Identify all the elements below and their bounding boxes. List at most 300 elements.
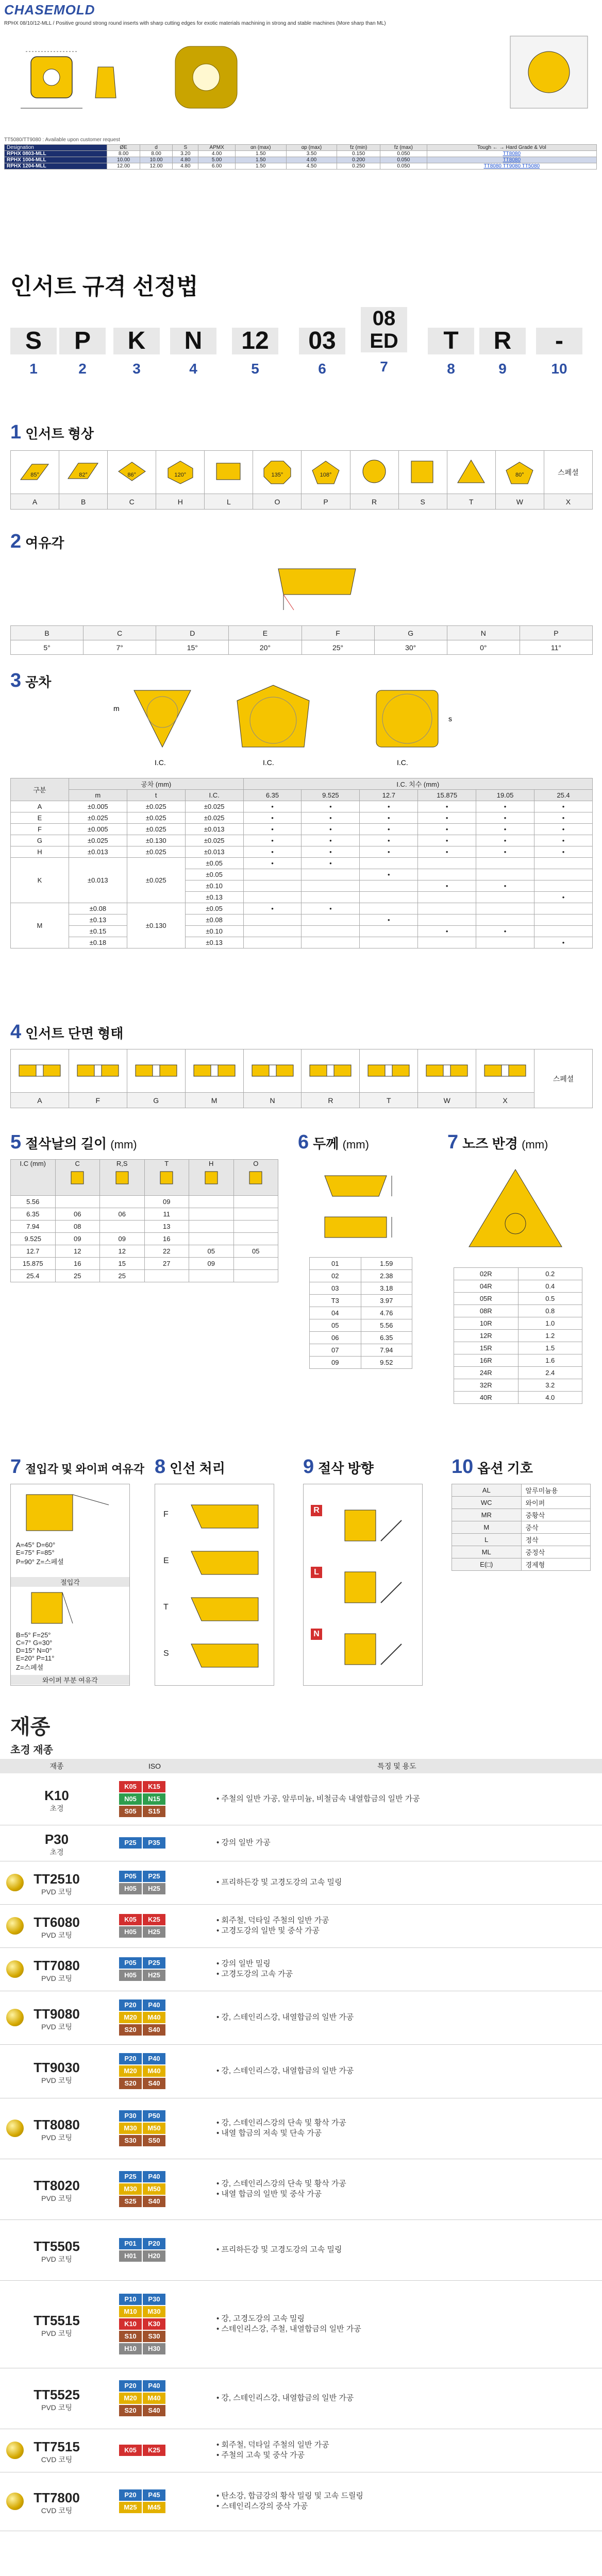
shape-angle: 120° — [174, 472, 187, 478]
value-cell: 6.00 — [198, 163, 236, 170]
iso-badge: M30 — [119, 2183, 142, 2195]
dot-cell: • — [534, 812, 593, 824]
dot-cell — [360, 937, 418, 948]
section-8-title: 8 인선 처리 — [155, 1456, 225, 1478]
grades-header — [0, 1759, 602, 1773]
iso-badge: H25 — [143, 1926, 165, 1938]
dot-cell: • — [534, 846, 593, 858]
iso-line — [119, 2444, 191, 2456]
grade-row — [0, 2044, 602, 2098]
shape-angle: 82° — [79, 472, 88, 478]
grade-row — [0, 2280, 602, 2368]
feature-line: • 회주철, 덕타일 주철의 일반 가공 — [216, 1916, 329, 1925]
thickness-value: 5.56 — [361, 1319, 412, 1332]
value-cell: 1.50 — [235, 157, 286, 163]
nose-code: 32R — [454, 1379, 519, 1392]
dot-cell — [243, 869, 302, 880]
t-cell: ±0.130 — [127, 903, 185, 948]
thickness-code: 05 — [310, 1319, 361, 1332]
cross-section-icon — [75, 1060, 121, 1080]
grade-type: PVD 코팅 — [41, 2194, 72, 2202]
thickness-value: 1.59 — [361, 1258, 412, 1270]
shape-cell — [544, 451, 592, 494]
thickness-value: 4.76 — [361, 1307, 412, 1319]
shape-cell — [447, 451, 495, 494]
ic-cell: ±0.05 — [185, 858, 243, 869]
iso-badge: P05 — [119, 1871, 142, 1882]
feature-line: • 강, 스테인리스강, 내열합금의 일반 가공 — [216, 2066, 354, 2075]
grade-feature — [216, 1838, 271, 1848]
shape-letter: O — [253, 494, 302, 510]
section-shape-cell — [185, 1049, 243, 1093]
section-shape-cell — [302, 1049, 360, 1093]
thickness-code: 01 — [310, 1258, 361, 1270]
dot-cell: • — [534, 937, 593, 948]
iso-line — [119, 2330, 191, 2343]
iso-line — [119, 1793, 191, 1805]
length-cell — [189, 1208, 234, 1221]
section-letter: R — [302, 1093, 360, 1108]
feature-line: • 스테인리스강, 주철, 내열합금의 일반 가공 — [216, 2325, 361, 2333]
grade-type: PVD 코팅 — [41, 2403, 72, 2412]
dot-cell — [360, 903, 418, 914]
class-cell: H — [11, 846, 69, 858]
class-cell: E — [11, 812, 69, 824]
section-5-title: 5 절삭날의 길이 (mm) — [10, 1131, 137, 1153]
dot-cell — [302, 937, 360, 948]
code-number: 6 — [318, 361, 326, 377]
grade-link[interactable]: TT8080 TT9080 TT5080 — [427, 163, 596, 170]
iso-badge: S40 — [143, 2196, 165, 2207]
clearance-letter: G — [374, 626, 447, 640]
grade-name: TT8080 — [34, 2117, 80, 2132]
grade-feature — [216, 2440, 329, 2461]
nose-value: 4.0 — [518, 1392, 582, 1404]
length-cell: 13 — [144, 1221, 189, 1233]
grade-link[interactable]: TT8080 — [427, 157, 596, 163]
iso-badges — [119, 2110, 191, 2147]
option-code: WC — [452, 1497, 522, 1509]
dot-cell: • — [476, 846, 534, 858]
code-letter: S — [10, 328, 57, 354]
iso-badge: M20 — [119, 2012, 142, 2023]
grade-name: P30 — [44, 1832, 69, 1847]
code-number: 8 — [447, 361, 455, 377]
grade-name: TT8020 — [34, 2178, 80, 2193]
grade-name: TT5505 — [34, 2239, 80, 2254]
grade-type: PVD 코팅 — [41, 2133, 72, 2142]
length-cell: 7.94 — [11, 1221, 56, 1233]
length-cell: 15 — [100, 1258, 145, 1270]
iso-badge: P20 — [119, 2489, 142, 2501]
ic-cell: ±0.025 — [185, 801, 243, 812]
col-h: fz (max) — [380, 145, 427, 151]
grades-list — [0, 1773, 602, 2576]
direction-drawing — [329, 1623, 407, 1672]
code-number: 4 — [189, 361, 197, 377]
col-grade: 재종 — [49, 1762, 64, 1770]
dot-cell: • — [302, 903, 360, 914]
option-code: E(□) — [452, 1558, 522, 1571]
iso-badge: S10 — [119, 2331, 142, 2342]
dot-cell: • — [418, 880, 476, 892]
thickness-value: 6.35 — [361, 1332, 412, 1344]
col-ic: 9.525 — [302, 790, 360, 801]
nose-value: 0.5 — [518, 1293, 582, 1305]
iso-line — [119, 2318, 191, 2330]
feature-line: • 프리하든강 및 고경도강의 고속 밀링 — [216, 2245, 342, 2254]
iso-line — [119, 1999, 191, 2011]
code-letter: T — [428, 328, 474, 354]
m-cell: ±0.013 — [69, 858, 127, 903]
value-cell: 0.050 — [380, 163, 427, 170]
t-cell: ±0.025 — [127, 801, 185, 812]
iso-badge: S20 — [119, 2024, 142, 2036]
dot-cell: • — [243, 903, 302, 914]
option-code: MR — [452, 1509, 522, 1521]
grade-name: K10 — [44, 1788, 69, 1803]
length-cell — [233, 1258, 278, 1270]
iso-badges — [119, 2293, 191, 2355]
length-cell — [233, 1221, 278, 1233]
insert-shape-icon — [404, 458, 441, 485]
value-cell: 8.00 — [140, 151, 173, 157]
value-cell: 0.050 — [380, 157, 427, 163]
option-desc: 경제형 — [521, 1558, 591, 1571]
value-cell: 4.00 — [198, 151, 236, 157]
iso-badge: P20 — [143, 2238, 165, 2249]
section-3-title: 3 공차 — [10, 670, 52, 691]
cross-section-icon — [365, 1060, 412, 1080]
dot-cell: • — [360, 846, 418, 858]
dot-cell — [360, 926, 418, 937]
grade-row — [0, 1825, 602, 1861]
grade-row — [0, 1947, 602, 1991]
iso-line — [119, 1805, 191, 1818]
grade-feature — [216, 2179, 346, 2199]
iso-line — [119, 1969, 191, 1981]
nose-code: 16R — [454, 1354, 519, 1367]
shape-letter: L — [205, 494, 253, 510]
iso-badge: H05 — [119, 1883, 142, 1894]
iso-badge: H01 — [119, 2250, 142, 2262]
dot-cell — [360, 880, 418, 892]
dot-cell: • — [418, 812, 476, 824]
section-2-title: 2 여유각 — [10, 531, 64, 552]
code-letter: R — [479, 328, 526, 354]
dot-cell: • — [534, 801, 593, 812]
ic-cell: ±0.08 — [185, 914, 243, 926]
iso-line — [119, 1781, 191, 1793]
length-cell — [100, 1196, 145, 1208]
wiper-angle-caption: 와이퍼 부분 여유각 — [11, 1675, 129, 1685]
section-shape-cell — [418, 1049, 476, 1093]
code-letter: ED — [361, 330, 407, 352]
ic-cell: ±0.05 — [185, 903, 243, 914]
dot-cell — [476, 892, 534, 903]
code-number: 7 — [380, 359, 388, 375]
clearance-letter: N — [447, 626, 520, 640]
shape-letter: R — [350, 494, 398, 510]
length-cell: 09 — [189, 1258, 234, 1270]
section-shape-cell — [11, 1049, 69, 1093]
grade-row — [0, 1991, 602, 2045]
length-cell: 9.525 — [11, 1233, 56, 1245]
iso-badge: P20 — [119, 1999, 142, 2011]
shape-icon — [201, 1167, 222, 1188]
feature-line: • 강, 고경도강의 고속 밀링 — [216, 2314, 305, 2323]
iso-line — [119, 2171, 191, 2183]
edge-drawing — [186, 1592, 263, 1626]
thickness-code: 04 — [310, 1307, 361, 1319]
thickness-code: 06 — [310, 1332, 361, 1344]
thickness-code: 02 — [310, 1270, 361, 1282]
dot-cell: • — [243, 846, 302, 858]
nose-code: 04R — [454, 1280, 519, 1293]
m-cell: ±0.18 — [69, 937, 127, 948]
grade-row — [0, 2098, 602, 2159]
dot-cell — [418, 869, 476, 880]
feature-line: • 강, 스테인리스강의 단속 및 황삭 가공 — [216, 2119, 346, 2127]
nose-code: 12R — [454, 1330, 519, 1342]
grade-row — [0, 2159, 602, 2220]
section-3-drawings — [103, 680, 515, 773]
col-label: C — [75, 1160, 80, 1167]
code-number: 9 — [498, 361, 507, 377]
dot-cell: • — [243, 858, 302, 869]
iso-badges — [119, 2380, 191, 2417]
thickness-value: 9.52 — [361, 1357, 412, 1369]
t-cell: ±0.025 — [127, 858, 185, 903]
spec-row — [5, 151, 597, 157]
feature-line: • 프리하든강 및 고경도강의 고속 밀링 — [216, 1878, 342, 1887]
shape-cell — [302, 451, 350, 494]
feature-line: • 고경도강의 일반 및 중삭 가공 — [216, 1926, 320, 1935]
length-cell — [233, 1270, 278, 1282]
dot-cell: • — [243, 812, 302, 824]
grade-link[interactable]: TT8080 — [427, 151, 596, 157]
col-h: ɑn (max) — [235, 145, 286, 151]
clearance-angle: 11° — [520, 640, 592, 655]
section-9-title: 9 절삭 방향 — [303, 1456, 374, 1478]
iso-badge: P30 — [119, 2110, 142, 2122]
ic-cell: ±0.13 — [185, 937, 243, 948]
iso-badge: S30 — [143, 2331, 165, 2342]
length-cell: 22 — [144, 1245, 189, 1258]
iso-badge: S40 — [143, 2078, 165, 2089]
col-ic: 6.35 — [243, 790, 302, 801]
clearance-angle: 7° — [83, 640, 156, 655]
col-head — [100, 1160, 145, 1196]
code-letter: - — [536, 328, 582, 354]
clearance-letter: E — [229, 626, 302, 640]
iso-badge: S40 — [143, 2024, 165, 2036]
iso-badge: H30 — [143, 2343, 165, 2354]
m-cell: ±0.025 — [69, 812, 127, 824]
iso-badge: M30 — [143, 2306, 165, 2317]
dot-cell — [534, 926, 593, 937]
dot-cell: • — [360, 824, 418, 835]
iso-line — [119, 2110, 191, 2122]
iso-badges — [119, 2053, 191, 2090]
length-cell — [233, 1233, 278, 1245]
thickness-code: T3 — [310, 1295, 361, 1307]
iso-badge: S20 — [119, 2078, 142, 2089]
iso-badge: K25 — [143, 2445, 165, 2456]
shape-cell — [253, 451, 302, 494]
iso-line — [119, 2501, 191, 2514]
iso-badge: K15 — [143, 1781, 165, 1792]
iso-badge: H05 — [119, 1970, 142, 1981]
dot-cell: • — [534, 835, 593, 846]
iso-badge: M10 — [119, 2306, 142, 2317]
shape-cell — [108, 451, 156, 494]
iso-line — [119, 2489, 191, 2501]
shape-icon — [156, 1167, 177, 1188]
iso-badges — [119, 1781, 191, 1818]
iso-badges — [119, 1837, 191, 1849]
thickness-code: 03 — [310, 1282, 361, 1295]
dot-cell: • — [360, 812, 418, 824]
col-h: fz (min) — [337, 145, 380, 151]
section-letter: A — [11, 1093, 69, 1108]
shape-letter: B — [59, 494, 108, 510]
shape-letter: A — [11, 494, 59, 510]
option-code: AL — [452, 1484, 522, 1497]
dot-cell — [302, 914, 360, 926]
grade-name: TT5515 — [34, 2313, 80, 2328]
section-10-title: 10 옵션 기호 — [452, 1456, 533, 1478]
feature-line: • 강의 일반 밀링 — [216, 1959, 271, 1968]
section-3-table — [10, 778, 593, 948]
option-desc: 와이퍼 — [521, 1497, 591, 1509]
ic-cell: ±0.10 — [185, 926, 243, 937]
cross-section-icon — [133, 1060, 179, 1080]
header-subtitle: RPHX 08/10/12-MLL / Positive ground strong round inserts with sharp cutting edges for exotic materials machining in strong and stable machines (More sharp than ML) — [4, 21, 386, 26]
col-label: O — [253, 1160, 259, 1167]
dot-cell: • — [302, 801, 360, 812]
clearance-letter: P — [520, 626, 592, 640]
length-cell: 5.56 — [11, 1196, 56, 1208]
section-shape-cell — [127, 1049, 185, 1093]
nose-code: 40R — [454, 1392, 519, 1404]
clearance-letter: F — [302, 626, 374, 640]
iso-badge: K10 — [119, 2318, 142, 2330]
section-4-title: 4 인서트 단면 형태 — [10, 1021, 124, 1043]
header-product-photo — [155, 31, 258, 124]
nose-value: 0.2 — [518, 1268, 582, 1280]
dot-cell: • — [360, 801, 418, 812]
shape-angle: 85° — [30, 472, 39, 478]
m-cell: ±0.13 — [69, 914, 127, 926]
brand-logo: CHASEMOLD — [4, 2, 95, 18]
grade-feature — [216, 2245, 342, 2255]
section-shape-cell — [69, 1049, 127, 1093]
feature-line: • 탄소강, 합금강의 황삭 밀링 및 고속 드릴링 — [216, 2492, 363, 2500]
iso-badge: S30 — [119, 2135, 142, 2146]
value-cell: 3.20 — [173, 151, 198, 157]
m-cell: ±0.005 — [69, 824, 127, 835]
section-7b-title: 7 절입각 및 와이퍼 여유각 — [10, 1456, 144, 1478]
iso-badge: K05 — [119, 1781, 142, 1792]
code-number: 5 — [251, 361, 259, 377]
col-grade: Tough ← → Hard Grade & Vol — [427, 145, 596, 151]
edge-drawing — [186, 1500, 263, 1533]
feature-line: • 회주철, 덕타일 주철의 일반 가공 — [216, 2441, 329, 2449]
iso-badge: P20 — [119, 2380, 142, 2392]
dot-cell — [476, 858, 534, 869]
section-letter: X — [476, 1093, 534, 1108]
nose-value: 0.8 — [518, 1305, 582, 1317]
dot-cell: • — [418, 824, 476, 835]
spec-row — [5, 163, 597, 170]
dot-cell — [476, 937, 534, 948]
value-cell: 3.50 — [286, 151, 337, 157]
class-cell: G — [11, 835, 69, 846]
ic-cell: ±0.10 — [185, 880, 243, 892]
iso-badge: M25 — [119, 2502, 142, 2513]
iso-badge: H10 — [119, 2343, 142, 2354]
designation-cell: RPHX 1004-MLL — [5, 157, 107, 163]
shape-angle: 86° — [127, 472, 137, 478]
shape-letter: H — [156, 494, 205, 510]
direction-badge: R — [311, 1505, 322, 1516]
dot-cell: • — [302, 812, 360, 824]
class-cell: F — [11, 824, 69, 835]
dot-cell: • — [243, 824, 302, 835]
cross-section-icon — [16, 1060, 63, 1080]
dot-cell — [534, 914, 593, 926]
edge-letter: E — [163, 1556, 169, 1565]
dot-cell: • — [243, 801, 302, 812]
iso-badge: P20 — [119, 2053, 142, 2064]
dot-cell — [302, 869, 360, 880]
iso-line — [119, 2134, 191, 2147]
col-class: 구분 — [11, 778, 69, 801]
designation-cell: RPHX 0803-MLL — [5, 151, 107, 157]
iso-badge: M40 — [143, 2012, 165, 2023]
iso-badge: P35 — [143, 1837, 165, 1849]
designation-cell: RPHX 1204-MLL — [5, 163, 107, 170]
iso-badge: K05 — [119, 1914, 142, 1925]
iso-badge: S40 — [143, 2405, 165, 2416]
code-number: 1 — [29, 361, 38, 377]
option-code: ML — [452, 1546, 522, 1558]
iso-badge: H25 — [143, 1970, 165, 1981]
nose-value: 3.2 — [518, 1379, 582, 1392]
code-letter: 08 — [361, 307, 407, 330]
grade-type: CVD 코팅 — [41, 2506, 73, 2515]
shape-cell — [495, 451, 544, 494]
col-head — [11, 1160, 56, 1196]
feature-line: • 강의 일반 가공 — [216, 1838, 271, 1847]
clearance-letter: B — [11, 626, 83, 640]
iso-badge: N05 — [119, 1793, 142, 1805]
section-2-table — [10, 625, 593, 655]
shape-letter: C — [108, 494, 156, 510]
length-cell: 06 — [55, 1208, 100, 1221]
feature-line: • 주철의 일반 가공, 알루미늄, 비철금속 내열합금의 일반 가공 — [216, 1794, 420, 1803]
length-cell: 09 — [55, 1233, 100, 1245]
code-letter: 03 — [299, 328, 345, 354]
iso-badges — [119, 1957, 191, 1981]
grade-name: TT9080 — [34, 2006, 80, 2022]
code-letter: 12 — [232, 328, 278, 354]
col-sub: t — [127, 790, 185, 801]
iso-badge: P25 — [119, 2171, 142, 2182]
shape-cell — [11, 451, 59, 494]
shape-letter: P — [302, 494, 350, 510]
